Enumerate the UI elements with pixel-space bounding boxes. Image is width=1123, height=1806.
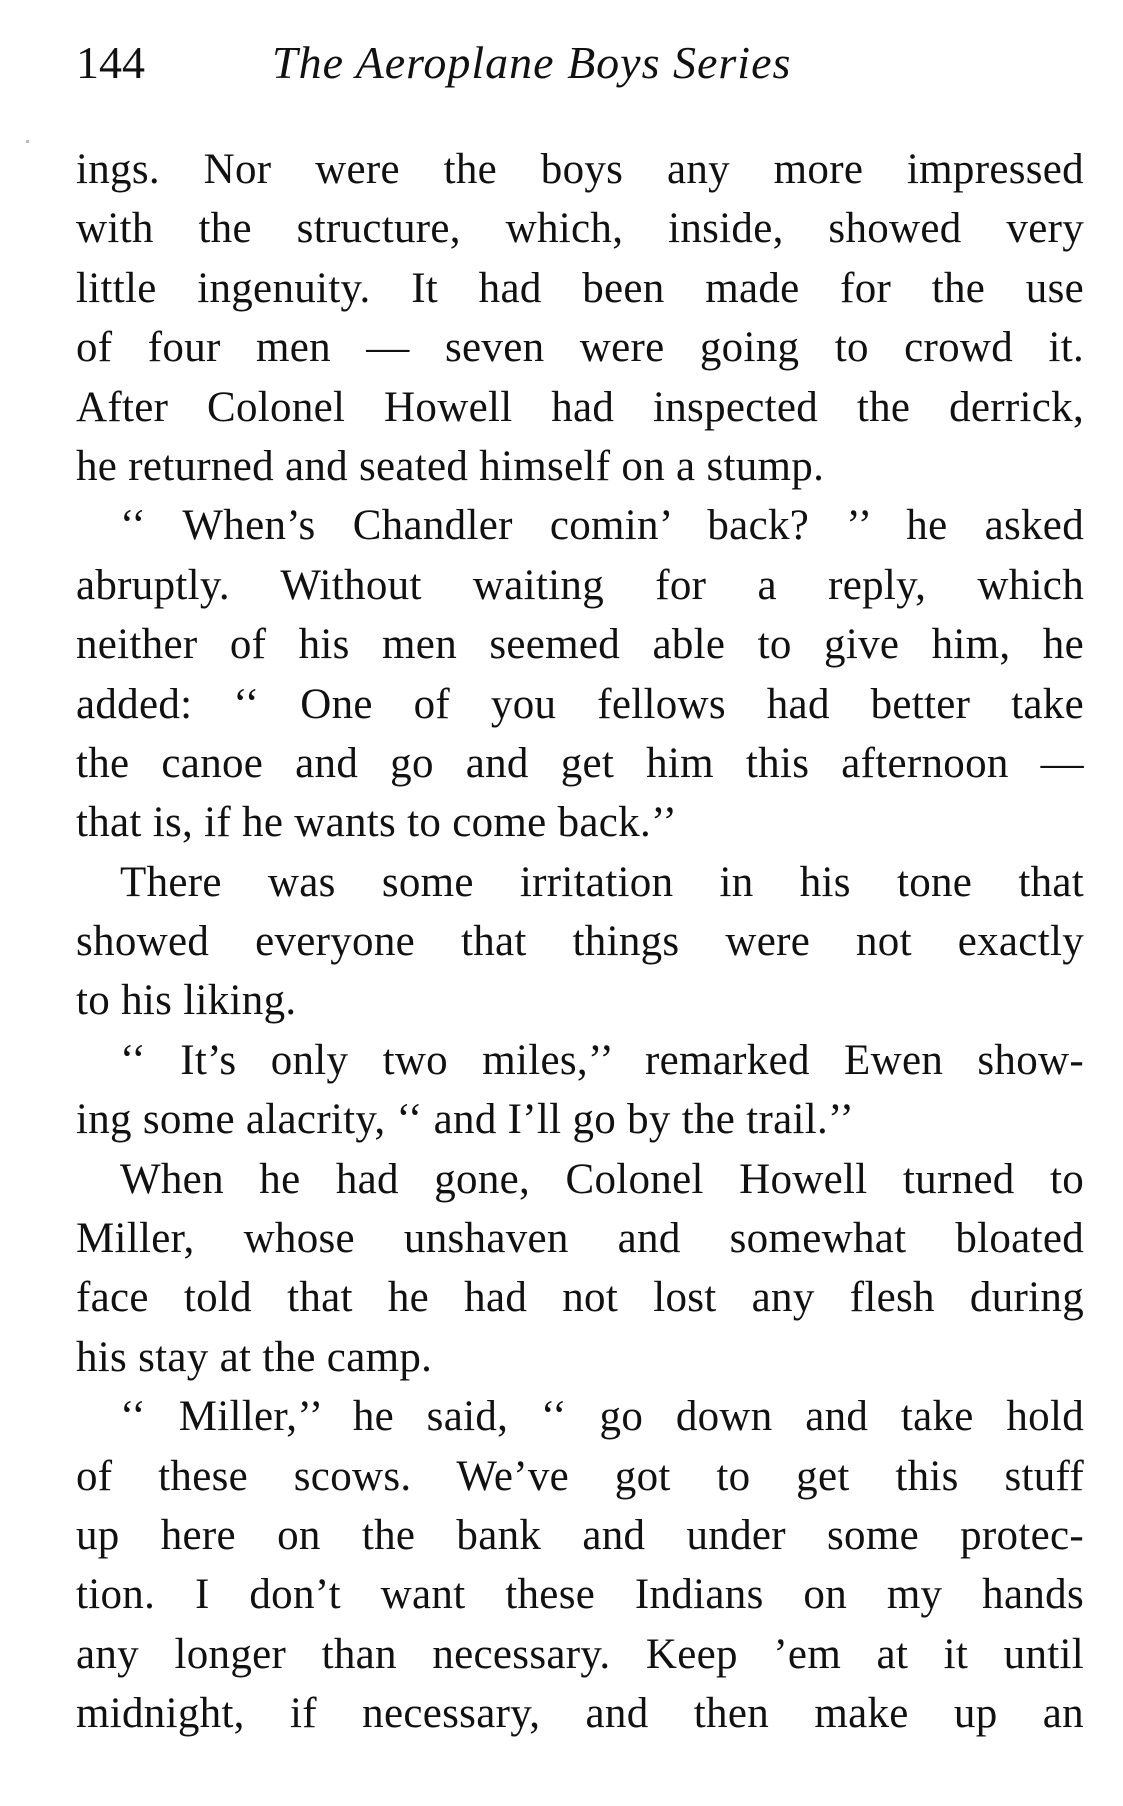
text-line: After Colonel Howell had inspected the derrick,	[76, 383, 1084, 431]
body-text	[76, 140, 1084, 1744]
text-line: ‘‘ Miller,’’ he said, ‘‘ go down and take hold	[120, 1393, 1084, 1441]
text-line: little ingenuity. It had been made for the use	[76, 264, 1084, 312]
text-line: showed everyone that things were not exactly	[76, 918, 1084, 966]
text-line: When he had gone, Colonel Howell turned to	[120, 1155, 1084, 1203]
text-line: the canoe and go and get him this afternoon —	[76, 739, 1084, 787]
text-line: ing some alacrity, ‘‘ and I’ll go by the trail.’’	[76, 1096, 855, 1144]
text-line: that is, if he wants to come back.’’	[76, 799, 678, 847]
text-line: midnight, if necessary, and then make up an	[76, 1690, 1084, 1738]
text-line: with the structure, which, inside, showed very	[76, 205, 1084, 253]
running-head	[76, 28, 1086, 98]
text-line: neither of his men seemed able to give him, he	[76, 621, 1084, 669]
paragraph	[76, 1387, 1084, 1743]
page-number: 144	[76, 37, 145, 88]
text-line: any longer than necessary. Keep ’em at it until	[76, 1630, 1084, 1678]
paragraph	[76, 496, 1084, 852]
text-line: There was some irritation in his tone that	[120, 858, 1084, 906]
text-line: abruptly. Without waiting for a reply, which	[76, 561, 1084, 609]
text-line: Miller, whose unshaven and somewhat bloated	[76, 1215, 1084, 1263]
text-line: his stay at the camp.	[76, 1333, 433, 1381]
text-line: up here on the bank and under some protec-	[76, 1511, 1084, 1559]
text-line: of four men — seven were going to crowd it.	[76, 324, 1084, 372]
text-line: added: ‘‘ One of you fellows had better take	[76, 680, 1084, 728]
text-line: ings. Nor were the boys any more impressed	[76, 146, 1084, 193]
paragraph	[76, 853, 1084, 1031]
text-line: of these scows. We’ve got to get this stuff	[76, 1452, 1084, 1500]
text-line: tion. I don’t want these Indians on my hands	[76, 1571, 1084, 1619]
running-title: The Aeroplane Boys Series	[272, 37, 792, 88]
text-line: ‘‘ When’s Chandler comin’ back? ’’ he asked	[120, 502, 1084, 550]
text-line: to his liking.	[76, 977, 297, 1025]
margin-speck	[26, 140, 29, 143]
paragraph	[76, 1150, 1084, 1388]
text-line: he returned and seated himself on a stump.	[76, 442, 825, 490]
paragraph	[76, 140, 1084, 496]
text-line: ‘‘ It’s only two miles,’’ remarked Ewen show-	[120, 1036, 1084, 1084]
paragraph	[76, 1031, 1084, 1150]
text-line: face told that he had not lost any flesh during	[76, 1274, 1084, 1322]
